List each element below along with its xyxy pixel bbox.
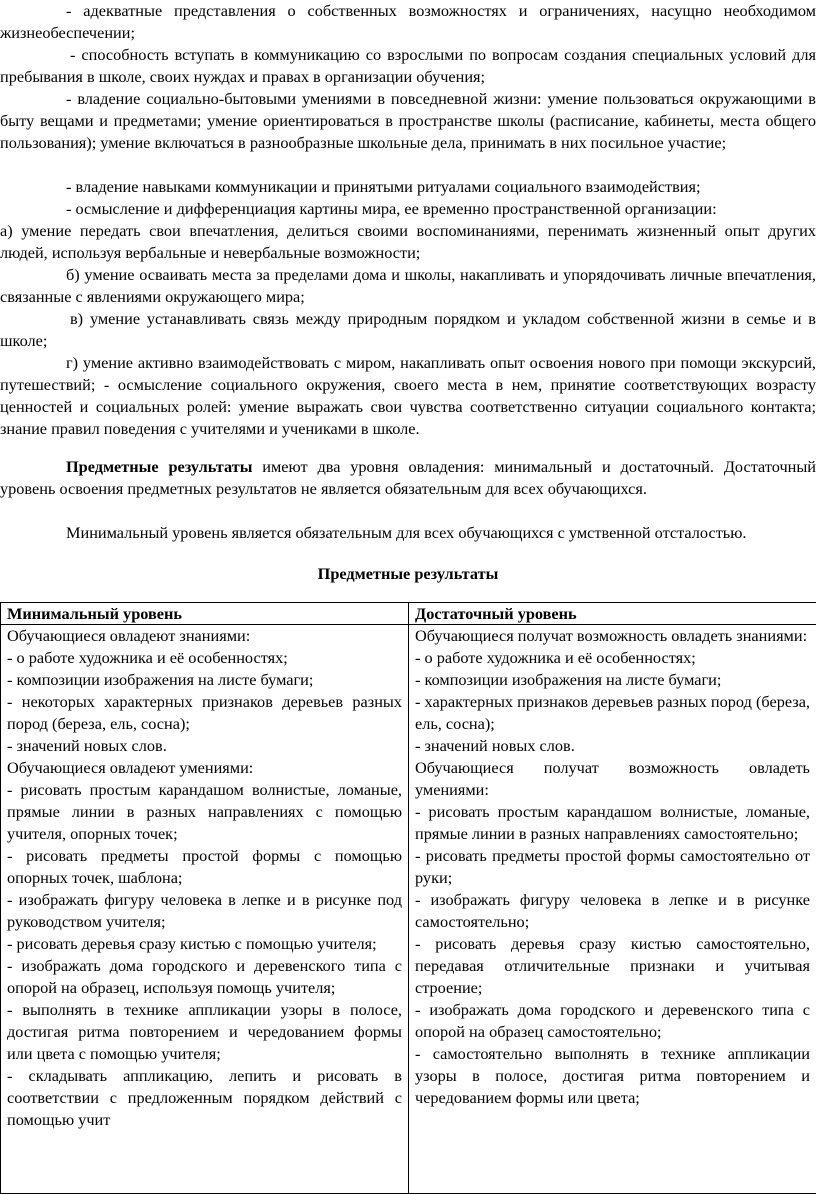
paragraph-2: - способность вступать в коммуникацию со взрослыми по вопросам создания специальных условий для пребывания в школе, своих нуждах и правах в организации обучения;	[0, 44, 816, 88]
paragraph-4: - владение навыками коммуникации и принятыми ритуалами социального взаимодействия;	[0, 176, 816, 198]
sufficient-item: Обучающиеся получат возможность овладеть знаниями:	[415, 625, 810, 647]
sufficient-item: - значений новых слов.	[415, 735, 810, 757]
paragraph-7: б) умение осваивать места за пределами дома и школы, накапливать и упорядочивать личные впечатления, связанные с явлениями окружающего мира;	[0, 264, 816, 308]
paragraph-3: - владение социально-бытовыми умениями в повседневной жизни: умение пользоваться окружающими в быту вещами и предметами; умение ориентироваться в пространстве школы (расписание, кабинеты, места общего пользования); умение включаться в разнообразные школьные дела, принимать в них посильное участие;	[0, 88, 816, 154]
minimal-item: - значений новых слов.	[7, 735, 402, 757]
minimal-item: - некоторых характерных признаков деревьев разных пород (береза, ель, сосна);	[7, 691, 402, 735]
minimal-item: - изображать фигуру человека в лепке и в рисунке под руководством учителя;	[7, 889, 402, 933]
header-sufficient: Достаточный уровень	[409, 603, 816, 625]
sufficient-item: - изображать фигуру человека в лепке и в рисунке самостоятельно;	[415, 889, 810, 933]
subject-results-term: Предметные результаты	[66, 457, 252, 476]
paragraph-6: а) умение передать свои впечатления, делиться своими воспоминаниями, перенимать жизненный опыт других людей, используя вербальные и невербальные возможности;	[0, 220, 816, 264]
minimal-item: - изображать дома городского и деревенского типа с опорой на образец, используя помощь учителя;	[7, 955, 402, 999]
sufficient-item: - изображать дома городского и деревенского типа с опорой на образец самостоятельно;	[415, 999, 810, 1043]
minimal-item: - рисовать деревья сразу кистью с помощью учителя;	[7, 933, 402, 955]
minimal-item: - складывать аппликацию, лепить и рисовать в соответствии с предложенным порядком действий с помощью учит	[7, 1065, 402, 1131]
sufficient-item: - характерных признаков деревьев разных пород (береза, ель, сосна);	[415, 691, 810, 735]
sufficient-item: - рисовать предметы простой формы самостоятельно от руки;	[415, 845, 810, 889]
table-header-row	[1, 603, 816, 625]
sufficient-item: - о работе художника и её особенностях;	[415, 647, 810, 669]
paragraph-8: в) умение устанавливать связь между природным порядком и укладом собственной жизни в семье и в школе;	[0, 308, 816, 352]
minimal-cell	[1, 625, 409, 1194]
section-title: Предметные результаты	[0, 563, 816, 585]
sufficient-item: - композиции изображения на листе бумаги;	[415, 669, 810, 691]
paragraph-1: - адекватные представления о собственных возможностях и ограничениях, насущно необходимом жизнеобеспечении;	[0, 0, 816, 44]
minimal-item: Обучающиеся овладеют знаниями:	[7, 625, 402, 647]
paragraph-11: Минимальный уровень является обязательным для всех обучающихся с умственной отсталостью.	[0, 522, 816, 544]
minimal-item: Обучающиеся овладеют умениями:	[7, 757, 402, 779]
minimal-item: - выполнять в технике аппликации узоры в полосе, достигая ритма повторением и чередованием формы или цвета с помощью учителя;	[7, 999, 402, 1065]
sufficient-cell	[409, 625, 816, 1194]
header-minimal: Минимальный уровень	[1, 603, 409, 625]
minimal-item: - рисовать предметы простой формы с помощью опорных точек, шаблона;	[7, 845, 402, 889]
sufficient-item: - рисовать простым карандашом волнистые, ломаные, прямые линии в разных направлениях самостоятельно;	[415, 801, 810, 845]
minimal-item: - о работе художника и её особенностях;	[7, 647, 402, 669]
paragraph-10	[0, 456, 816, 500]
paragraph-5: - осмысление и дифференциация картины мира, ее временно пространственной организации:	[0, 198, 816, 220]
minimal-item: - рисовать простым карандашом волнистые, ломаные, прямые линии в разных направлениях с помощью учителя, опорных точек;	[7, 779, 402, 845]
table-row	[1, 625, 816, 1194]
paragraph-10-rest: имеют два уровня овладения: минимальный и достаточный. Достаточный уровень освоения предметных результатов не является обязательным для всех обучающихся.	[0, 457, 816, 498]
minimal-item: - композиции изображения на листе бумаги;	[7, 669, 402, 691]
paragraph-9: г) умение активно взаимодействовать с миром, накапливать опыт освоения нового при помощи экскурсий, путешествий; - осмысление социального окружения, своего места в нем, принятие соответствующих возрасту ценностей и социальных ролей: умение выражать свои чувства соответственно ситуации социального контакта; знание правил поведения с учителями и учениками в школе.	[0, 352, 816, 440]
sufficient-item: - рисовать деревья сразу кистью самостоятельно, передавая отличительные признаки и учитывая строение;	[415, 933, 810, 999]
sufficient-item: Обучающиеся получат возможность овладеть умениями:	[415, 757, 810, 801]
results-table	[0, 602, 816, 1194]
sufficient-item: - самостоятельно выполнять в технике аппликации узоры в полосе, достигая ритма повторением и чередованием формы или цвета;	[415, 1043, 810, 1109]
